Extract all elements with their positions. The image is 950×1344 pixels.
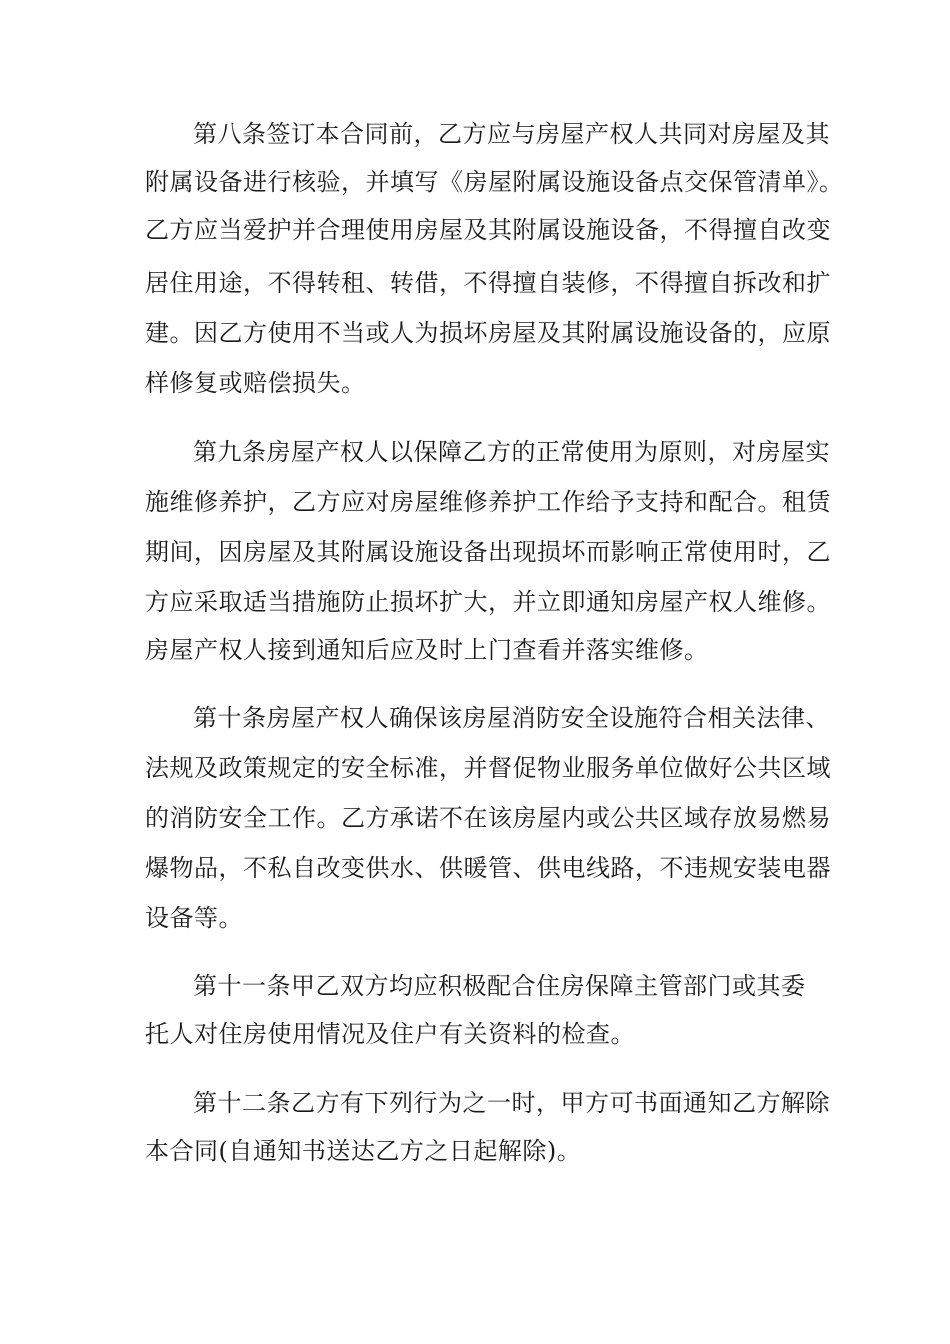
text-line: 爆物品，不私自改变供水、供暖管、供电线路，不违规安装电器: [145, 854, 831, 882]
text-line: 第十二条乙方有下列行为之一时，甲方可书面通知乙方解除: [193, 1089, 830, 1117]
text-line: 第九条房屋产权人以保障乙方的正常使用为原则，对房屋实: [193, 438, 830, 466]
text-line: 方应采取适当措施防止损坏扩大，并立即通知房屋产权人维修。: [145, 588, 831, 616]
text-line: 附属设备进行核验，并填写《房屋附属设施设备点交保管清单》。: [145, 168, 844, 196]
text-line: 乙方应当爱护并合理使用房屋及其附属设施设备，不得擅自改变: [145, 216, 831, 244]
text-line: 法规及政策规定的安全标准，并督促物业服务单位做好公共区域: [145, 754, 831, 782]
text-line: 施维修养护，乙方应对房屋维修养护工作给予支持和配合。租赁: [145, 488, 831, 516]
text-line: 托人对住房使用情况及住户有关资料的检查。: [145, 1020, 635, 1048]
text-line: 居住用途，不得转租、转借，不得擅自装修，不得擅自拆改和扩: [145, 269, 831, 297]
text-line: 房屋产权人接到通知后应及时上门查看并落实维修。: [145, 636, 709, 664]
text-line: 的消防安全工作。乙方承诺不在该房屋内或公共区域存放易燃易: [145, 804, 831, 832]
text-line: 第十条房屋产权人确保该房屋消防安全设施符合相关法律、: [193, 704, 830, 732]
text-line: 建。因乙方使用不当或人为损坏房屋及其附属设施设备的，应原: [145, 319, 831, 347]
text-line: 期间，因房屋及其附属设施设备出现损坏而影响正常使用时，乙: [145, 538, 831, 566]
text-line: 第十一条甲乙双方均应积极配合住房保障主管部门或其委: [193, 972, 806, 1000]
text-line: 样修复或赔偿损失。: [145, 369, 366, 397]
text-line: 设备等。: [145, 904, 243, 932]
text-line: 第八条签订本合同前，乙方应与房屋产权人共同对房屋及其: [193, 120, 830, 148]
text-line: 本合同(自通知书送达乙方之日起解除)。: [145, 1137, 582, 1165]
